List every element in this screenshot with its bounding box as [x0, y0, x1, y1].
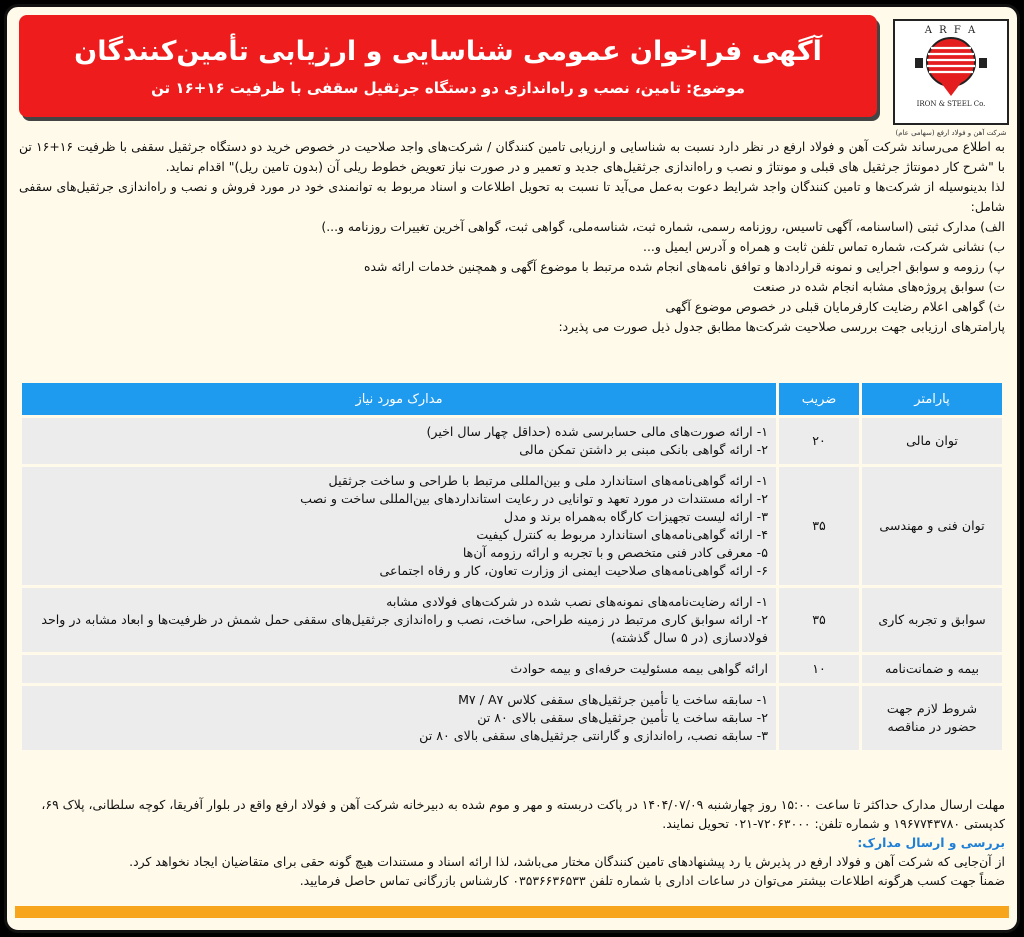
coef-cell: ۳۵ [779, 467, 859, 585]
table-row [22, 418, 1002, 464]
doc-line: ۲- ارائه گواهی بانکی مبنی بر داشتن تمکن مالی [519, 442, 768, 457]
requirement-item: ت) سوابق پروژه‌های مشابه انجام شده در صنعت [752, 279, 1005, 294]
doc-line: ۱- ارائه رضایت‌نامه‌های نمونه‌های نصب شده در شرکت‌های فولادی مشابه [386, 594, 768, 609]
doc-line: ۱- سابقه ساخت یا تأمین جرثقیل‌های سقفی کلاس M۷ / A۷ [458, 692, 768, 707]
docs-cell [22, 467, 776, 585]
note-text: از آن‌جایی که شرکت آهن و فولاد ارفع در پذیرش یا رد پیشنهادهای تامین کنندگان مختار می‌باشد، لذا ارائه اسناد و مستندات هیچ گونه حقی برای متقاضیان ایجاد نخواهد کرد. [129, 854, 1005, 869]
header-docs: مدارک مورد نیاز [22, 383, 776, 415]
table-row [22, 686, 1002, 750]
header-param: پارامتر [862, 383, 1002, 415]
requirement-item: الف) مدارک ثبتی (اساسنامه، آگهی تاسیس، روزنامه رسمی، شماره ثبت، شناسه‌ملی، گواهی ثبت، گواهی آخرین تغییرات روزنامه و...) [321, 219, 1005, 234]
company-logo [893, 19, 1009, 125]
coef-cell: ۲۰ [779, 418, 859, 464]
requirement-item: ب) نشانی شرکت، شماره تماس تلفن ثابت و همراه و آدرس ایمیل و... [643, 239, 1005, 254]
evaluation-table [19, 380, 1005, 753]
docs-cell [22, 418, 776, 464]
doc-line: ۲- ارائه مستندات در مورد تعهد و توانایی در رعایت استانداردهای بین‌المللی ساخت و نصب [300, 491, 768, 506]
logo-bottom-text: IRON & STEEL Co. [916, 100, 986, 108]
param-cell: سوابق و تجربه کاری [862, 588, 1002, 652]
doc-line: ۵- معرفی کادر فنی متخصص و با تجربه و ارائه رزومه آن‌ها [462, 545, 768, 560]
coef-cell: ۳۵ [779, 588, 859, 652]
table-row [22, 467, 1002, 585]
doc-line: ۲- سابقه ساخت یا تأمین جرثقیل‌های سقفی بالای ۸۰ تن [477, 710, 768, 725]
header [7, 15, 1017, 137]
section-title: بررسی و ارسال مدارک: [857, 835, 1005, 850]
accent-bar [15, 906, 1009, 918]
header-coef: ضریب [779, 383, 859, 415]
advertisement [4, 4, 1020, 933]
intro-text [19, 137, 1005, 337]
deadline-text: مهلت ارسال مدارک حداکثر تا ساعت ۱۵:۰۰ روز چهارشنبه ۱۴۰۴/۰۷/۰۹ در پاکت دربسته و مهر و موم شده به دبیرخانه شرکت آهن و فولاد ارفع واقع در بلوار آفریقا، کوچه سلطانی، پلاک ۶۹، کدپستی ۱۹۶۷۷۴۳۷۸۰ و شماره تلفن: ۷۲۰۶۳۰۰۰-۰۲۱ تحویل نمایند. [41, 797, 1005, 831]
coef-cell: ۱۰ [779, 655, 859, 683]
requirement-item: ث) گواهی اعلام رضایت کارفرمایان قبلی در خصوص موضوع آگهی [665, 299, 1005, 314]
doc-line: ۶- ارائه گواهی‌نامه‌های صلاحیت ایمنی از وزارت تعاون، کار و رفاه اجتماعی [379, 563, 768, 578]
footer-text [19, 795, 1005, 890]
logo-emblem-icon [911, 36, 991, 98]
doc-line: ۲- ارائه سوابق کاری مرتبط در زمینه طراحی، ساخت، نصب و راه‌اندازی جرثقیل‌های سقفی حمل شمش در ظرفیت‌ها و ابعاد مشابه در واحد فولادسازی (در ۵ سال گذشته) [41, 612, 768, 645]
table-row [22, 655, 1002, 683]
doc-line: ۳- سابقه نصب، راه‌اندازی و گارانتی جرثقیل‌های سقفی بالای ۸۰ تن [419, 728, 768, 743]
docs-cell [22, 655, 776, 683]
table-header-row [22, 383, 1002, 415]
intro-paragraph: لذا بدینوسیله از شرکت‌ها و تامین کنندگان واجد شرایط دعوت به‌عمل می‌آید تا نسبت به تحویل اطلاعات و اسناد مربوط به توانمندی خود در مورد فروش و نصب و راه‌اندازی جرثقیل‌های سقفی شامل: [19, 179, 1005, 214]
doc-line: ارائه گواهی بیمه مسئولیت حرفه‌ای و بیمه حوادث [510, 661, 768, 676]
subject-line: موضوع: تامین، نصب و راه‌اندازی دو دستگاه جرثقیل سقفی با ظرفیت ۱۶+۱۶ تن [151, 78, 745, 97]
docs-cell [22, 686, 776, 750]
logo-caption: شرکت آهن و فولاد ارفع (سهامی عام) [895, 129, 1007, 137]
param-cell: بیمه و ضمانت‌نامه [862, 655, 1002, 683]
doc-line: ۱- ارائه صورت‌های مالی حسابرسی شده (حداقل چهار سال اخیر) [426, 424, 768, 439]
param-cell: توان مالی [862, 418, 1002, 464]
table-row [22, 588, 1002, 652]
coef-cell [779, 686, 859, 750]
param-cell: توان فنی و مهندسی [862, 467, 1002, 585]
doc-line: ۴- ارائه گواهی‌نامه‌های استاندارد مربوط به کنترل کیفیت [476, 527, 768, 542]
page-title: آگهی فراخوان عمومی شناسایی و ارزیابی تأمین‌کنندگان [74, 35, 822, 67]
table-intro: پارامترهای ارزیابی جهت بررسی صلاحیت شرکت‌ها مطابق جدول ذیل صورت می پذیرد: [558, 319, 1005, 334]
note-text: ضمناً جهت کسب هرگونه اطلاعات بیشتر می‌توان در ساعات اداری با شماره تلفن ۰۳۵۳۶۶۳۶۵۳۳ کارشناس بازرگانی تماس حاصل فرمایید. [299, 873, 1005, 888]
title-banner [19, 15, 877, 117]
requirement-item: پ) رزومه و سوابق اجرایی و نمونه قراردادها و توافق نامه‌های انجام شده مرتبط با موضوع آگهی و همچنین خدمات ارائه شده [364, 259, 1005, 274]
doc-line: ۳- ارائه لیست تجهیزات کارگاه به‌همراه برند و مدل [503, 509, 768, 524]
intro-paragraph: به اطلاع می‌رساند شرکت آهن و فولاد ارفع در نظر دارد نسبت به شناسایی و ارزیابی تامین کنندگان / شرکت‌های واجد صلاحیت در خصوص خرید دو دستگاه جرثقیل سقفی با ظرفیت ۱۶+۱۶ تن با "شرح کار دمونتاژ جرثقیل های قبلی و مونتاژ و نصب و راه‌اندازی جرثقیل‌های جدید و تعمیر و در صورت نیاز تعویض خطوط ریلی آن (بدون تامین ریل)" اقدام نماید. [19, 139, 1005, 174]
docs-cell [22, 588, 776, 652]
logo-top-text: A R F A [924, 25, 978, 36]
param-cell: شروط لازم جهت حضور در مناقصه [862, 686, 1002, 750]
doc-line: ۱- ارائه گواهی‌نامه‌های استاندارد ملی و بین‌المللی مرتبط با طراحی و ساخت جرثقیل [328, 473, 768, 488]
